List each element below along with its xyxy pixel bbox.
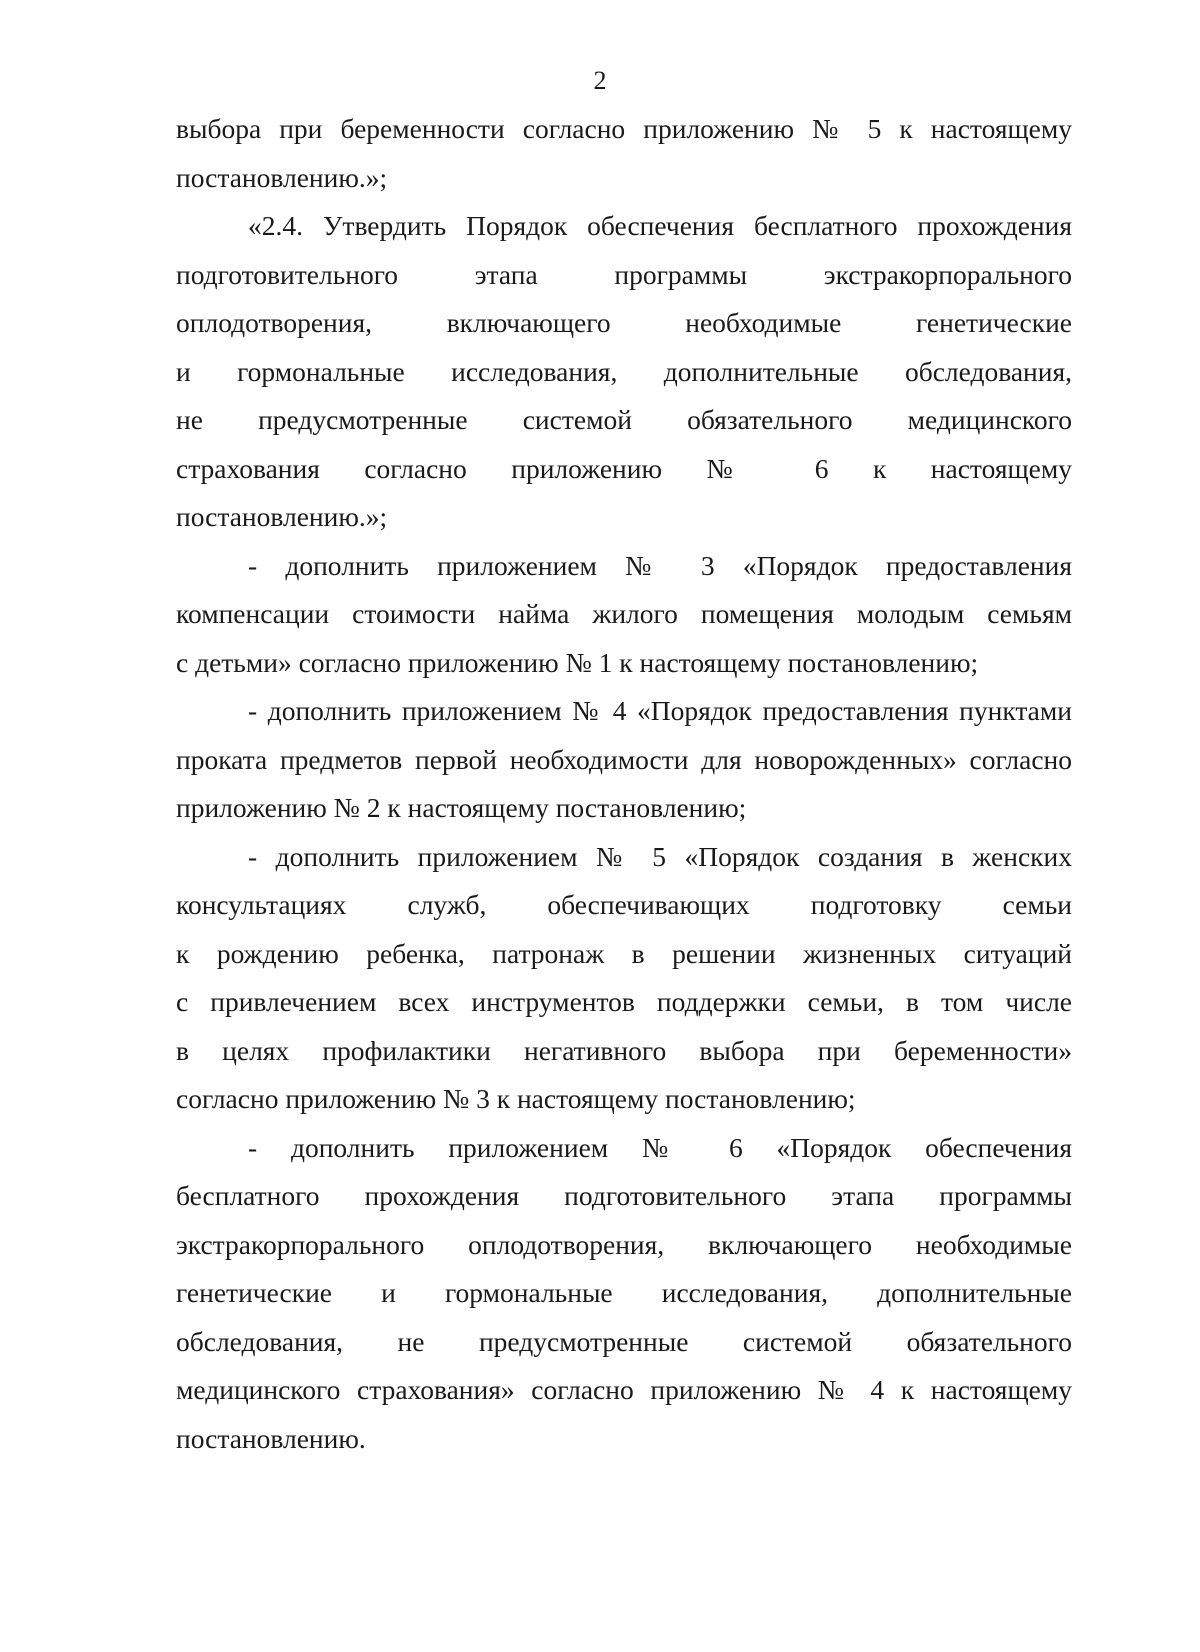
text-line: в целях профилактики негативного выбора при беременности» [176, 1034, 1072, 1066]
document-body [176, 105, 1072, 1463]
text-line: приложению № 2 к настоящему постановлению; [176, 792, 747, 823]
text-line: с детьми» согласно приложению № 1 к настоящему постановлению; [176, 646, 979, 678]
text-line: не предусмотренные системой обязательного медицинского [176, 404, 1072, 435]
text-line: к рождению ребенка, патронаж в решении жизненных ситуаций [176, 937, 1072, 969]
text-line: - дополнить приложением № 3 «Порядок предоставления [248, 549, 1072, 581]
text-line: согласно приложению № 3 к настоящему постановлению; [176, 1083, 856, 1114]
text-line: генетические и гормональные исследования, дополнительные [176, 1277, 1072, 1308]
text-line: постановлению.»; [176, 161, 388, 193]
text-line: консультациях служб, обеспечивающих подготовку семьи [176, 889, 1072, 920]
text-line: компенсации стоимости найма жилого помещения молодым семьям [176, 598, 1072, 629]
text-line: экстракорпорального оплодотворения, включающего необходимые [176, 1228, 1072, 1260]
text-line: подготовительного этапа программы экстракорпорального [176, 258, 1072, 290]
text-line: и гормональные исследования, дополнительные обследования, [176, 355, 1072, 387]
text-line: оплодотворения, включающего необходимые генетические [176, 307, 1072, 338]
text-line: постановлению.»; [176, 501, 388, 532]
text-line: обследования, не предусмотренные системой обязательного [176, 1325, 1072, 1357]
text-line: - дополнить приложением № 4 «Порядок предоставления пунктами [248, 695, 1072, 726]
text-line: «2.4. Утвердить Порядок обеспечения бесплатного прохождения [248, 210, 1072, 241]
text-line: - дополнить приложением № 5 «Порядок создания в женских [248, 840, 1072, 872]
page-number: 2 [593, 66, 607, 95]
text-line: страхования согласно приложению № 6 к настоящему [176, 452, 1072, 484]
text-line: с привлечением всех инструментов поддержки семьи, в том числе [176, 986, 1072, 1017]
text-line: медицинского страхования» согласно приложению № 4 к настоящему [176, 1374, 1072, 1405]
text-line: - дополнить приложением № 6 «Порядок обеспечения [248, 1131, 1072, 1163]
text-line: выбора при беременности согласно приложению № 5 к настоящему [176, 113, 1072, 144]
text-line: постановлению. [176, 1422, 366, 1454]
text-line: проката предметов первой необходимости для новорожденных» согласно [176, 743, 1072, 775]
text-line: бесплатного прохождения подготовительного этапа программы [176, 1180, 1072, 1211]
